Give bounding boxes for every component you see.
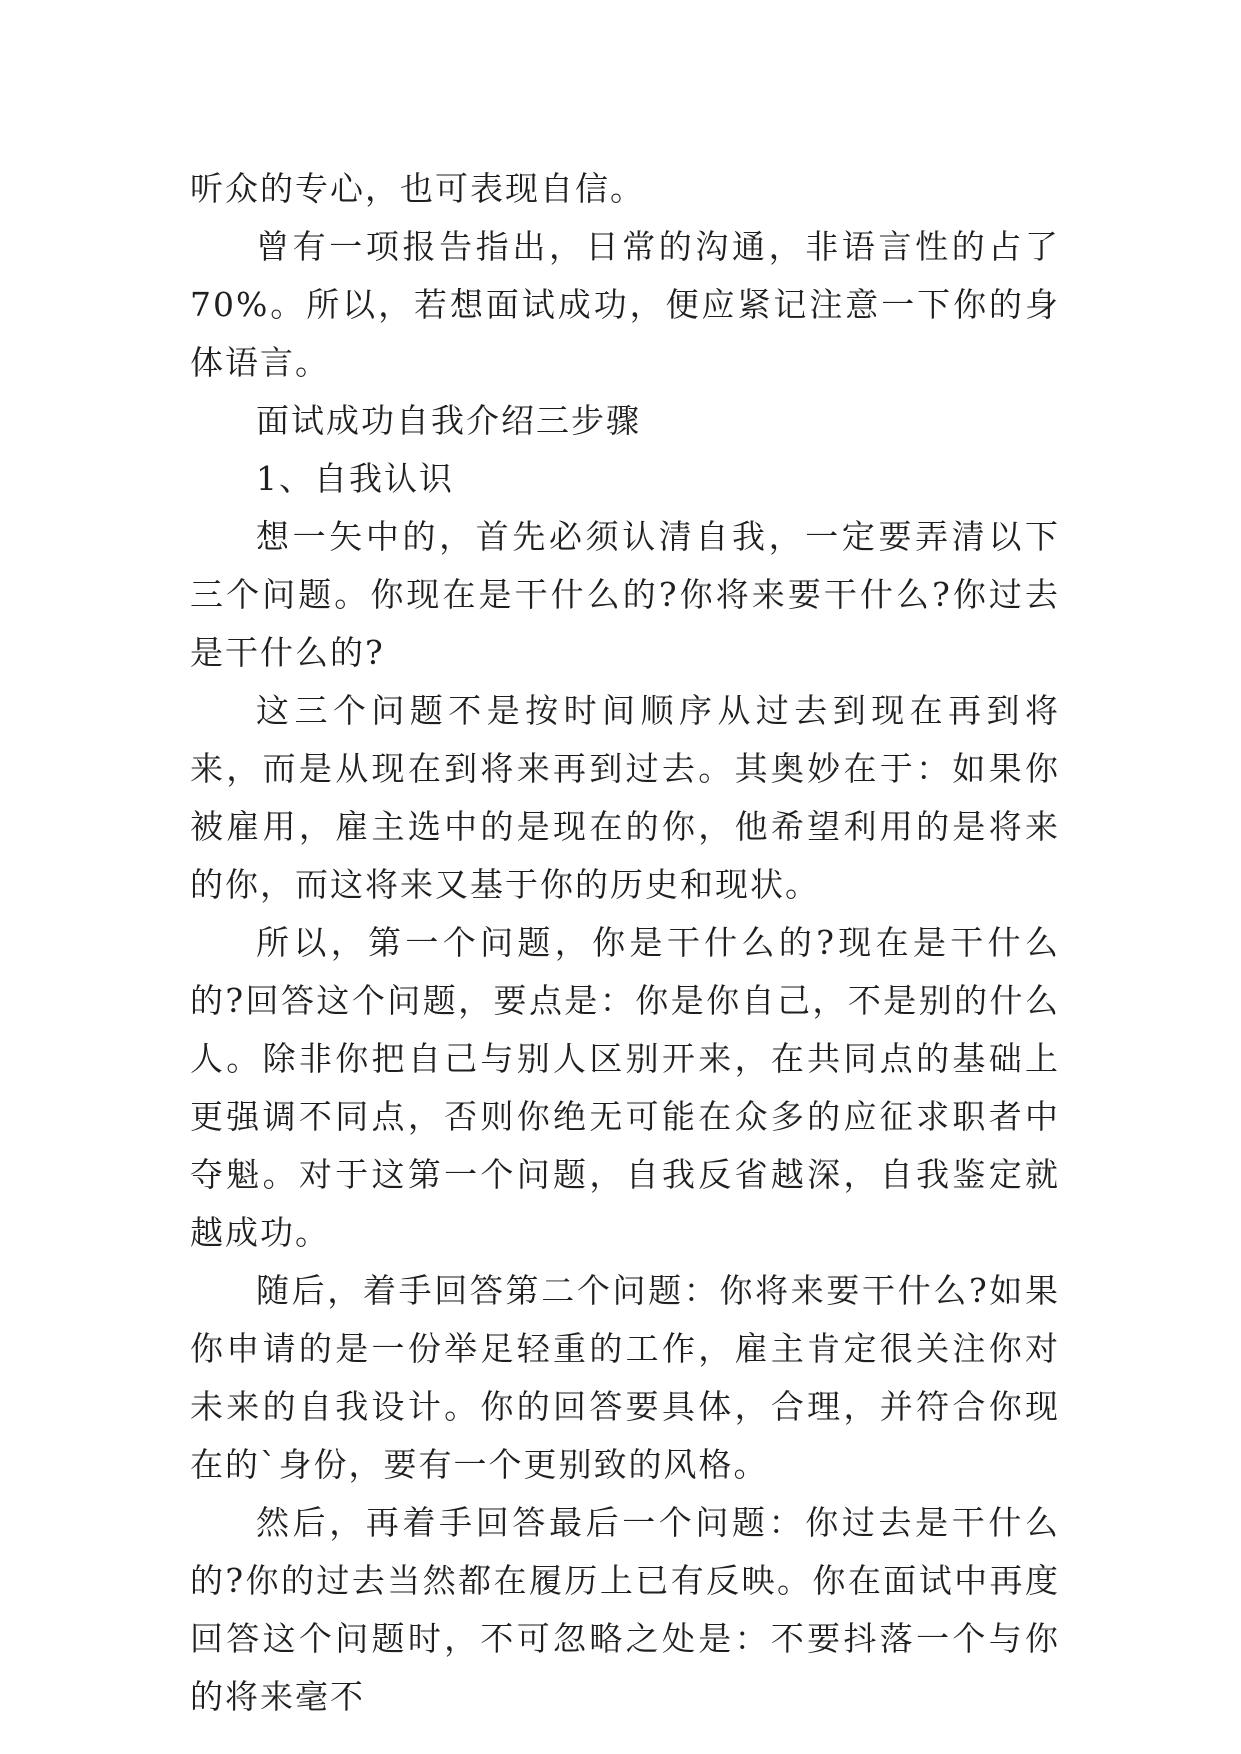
paragraph-continuation: 听众的专心，也可表现自信。 xyxy=(190,169,645,208)
paragraph-question-two: 随后，着手回答第二个问题：你将来要干什么?如果你申请的是一份举足轻重的工作，雇主肯定很关注你对未来的自我设计。你的回答要具体，合理，并符合你现在的`身份，要有一个更别致的风格。 xyxy=(190,1271,1060,1484)
paragraph-question-three: 然后，再着手回答最后一个问题：你过去是干什么的?你的过去当然都在履历上已有反映。你在面试中再度回答这个问题时，不可忽略之处是：不要抖落一个与你的将来毫不 xyxy=(190,1503,1060,1716)
paragraph-nonverbal: 曾有一项报告指出，日常的沟通，非语言性的占了70%。所以，若想面试成功，便应紧记注意一下你的身体语言。 xyxy=(190,227,1060,382)
paragraph-three-questions: 想一矢中的，首先必须认清自我，一定要弄清以下三个问题。你现在是干什么的?你将来要干什么?你过去是干什么的? xyxy=(190,517,1060,672)
section-heading: 面试成功自我介绍三步骤 xyxy=(256,401,641,440)
document-body xyxy=(190,160,1060,1726)
step-heading: 1、自我认识 xyxy=(256,459,454,498)
paragraph-order: 这三个问题不是按时间顺序从过去到现在再到将来，而是从现在到将来再到过去。其奥妙在于：如果你被雇用，雇主选中的是现在的你，他希望利用的是将来的你，而这将来又基于你的历史和现状。 xyxy=(190,691,1060,904)
paragraph-question-one: 所以，第一个问题，你是干什么的?现在是干什么的?回答这个问题，要点是：你是你自己，不是别的什么人。除非你把自己与别人区别开来，在共同点的基础上更强调不同点，否则你绝无可能在众多的应征求职者中夺魁。对于这第一个问题，自我反省越深，自我鉴定就越成功。 xyxy=(190,923,1060,1252)
